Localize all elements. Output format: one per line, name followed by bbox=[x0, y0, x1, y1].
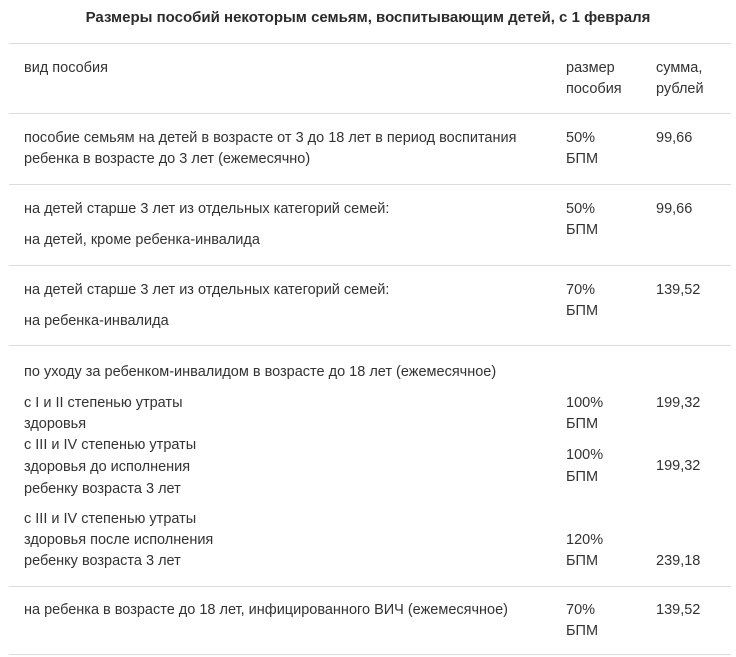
benefit-name-line: пособие семьям на детей в возрасте от 3 до 18 лет в период воспитания bbox=[24, 130, 517, 146]
benefit-name-line: на детей старше 3 лет из отдельных категорий семей: bbox=[24, 201, 390, 217]
sub-benefit-line: ребенку возраста 3 лет bbox=[24, 481, 181, 497]
sub-benefit-line: с III и IV степенью утраты bbox=[24, 511, 197, 527]
table-divider bbox=[9, 265, 731, 266]
sub-benefit-line: здоровья bbox=[24, 416, 87, 432]
benefit-name-heading: по уходу за ребенком-инвалидом в возрасте до 18 лет (ежемесячное) bbox=[24, 364, 497, 380]
benefit-size-unit: БПМ bbox=[566, 469, 599, 485]
benefit-size-unit: БПМ bbox=[566, 151, 599, 167]
benefit-size: 50% bbox=[566, 130, 596, 146]
benefit-name-line: ребенка в возрасте до 3 лет (ежемесячно) bbox=[24, 151, 311, 167]
benefit-sum: 139,52 bbox=[656, 282, 701, 298]
benefit-name-line: на детей старше 3 лет из отдельных категорий семей: bbox=[24, 282, 390, 298]
header-type: вид пособия bbox=[24, 60, 108, 76]
benefit-name-line: на ребенка-инвалида bbox=[24, 313, 169, 329]
benefit-size-unit: БПМ bbox=[566, 222, 599, 238]
benefit-size-unit: БПМ bbox=[566, 553, 599, 569]
header-size-1: размер bbox=[566, 60, 615, 76]
benefit-size: 70% bbox=[566, 282, 596, 298]
benefit-size-unit: БПМ bbox=[566, 303, 599, 319]
sub-benefit-line: здоровья после исполнения bbox=[24, 532, 214, 548]
benefit-sum: 199,32 bbox=[656, 458, 701, 474]
sub-benefit-line: ребенку возраста 3 лет bbox=[24, 553, 181, 569]
table-divider bbox=[9, 586, 731, 587]
benefit-sum: 139,52 bbox=[656, 602, 701, 618]
benefit-size-unit: БПМ bbox=[566, 416, 599, 432]
benefit-name-line: на детей, кроме ребенка-инвалида bbox=[24, 232, 260, 248]
benefit-name-line: на ребенка в возрасте до 18 лет, инфицированного ВИЧ (ежемесячное) bbox=[24, 602, 509, 618]
benefit-sum: 239,18 bbox=[656, 553, 701, 569]
benefit-size: 120% bbox=[566, 532, 604, 548]
benefit-sum: 99,66 bbox=[656, 130, 693, 146]
header-sum-2: рублей bbox=[656, 81, 704, 97]
benefit-size: 100% bbox=[566, 395, 604, 411]
table-divider bbox=[9, 654, 731, 655]
benefit-sum: 99,66 bbox=[656, 201, 693, 217]
benefit-size-unit: БПМ bbox=[566, 623, 599, 639]
page-title: Размеры пособий некоторым семьям, воспитывающим детей, с 1 февраля bbox=[85, 9, 651, 26]
table-divider bbox=[9, 184, 731, 185]
header-size-2: пособия bbox=[566, 81, 622, 97]
sub-benefit-line: с III и IV степенью утраты bbox=[24, 437, 197, 453]
benefit-size: 50% bbox=[566, 201, 596, 217]
table-divider bbox=[9, 345, 731, 346]
table-divider bbox=[9, 43, 731, 44]
benefit-sum: 199,32 bbox=[656, 395, 701, 411]
table-divider bbox=[9, 113, 731, 114]
benefit-size: 100% bbox=[566, 447, 604, 463]
sub-benefit-line: здоровья до исполнения bbox=[24, 459, 191, 475]
header-sum-1: сумма, bbox=[656, 60, 703, 76]
benefit-size: 70% bbox=[566, 602, 596, 618]
sub-benefit-line: с I и II степенью утраты bbox=[24, 395, 183, 411]
